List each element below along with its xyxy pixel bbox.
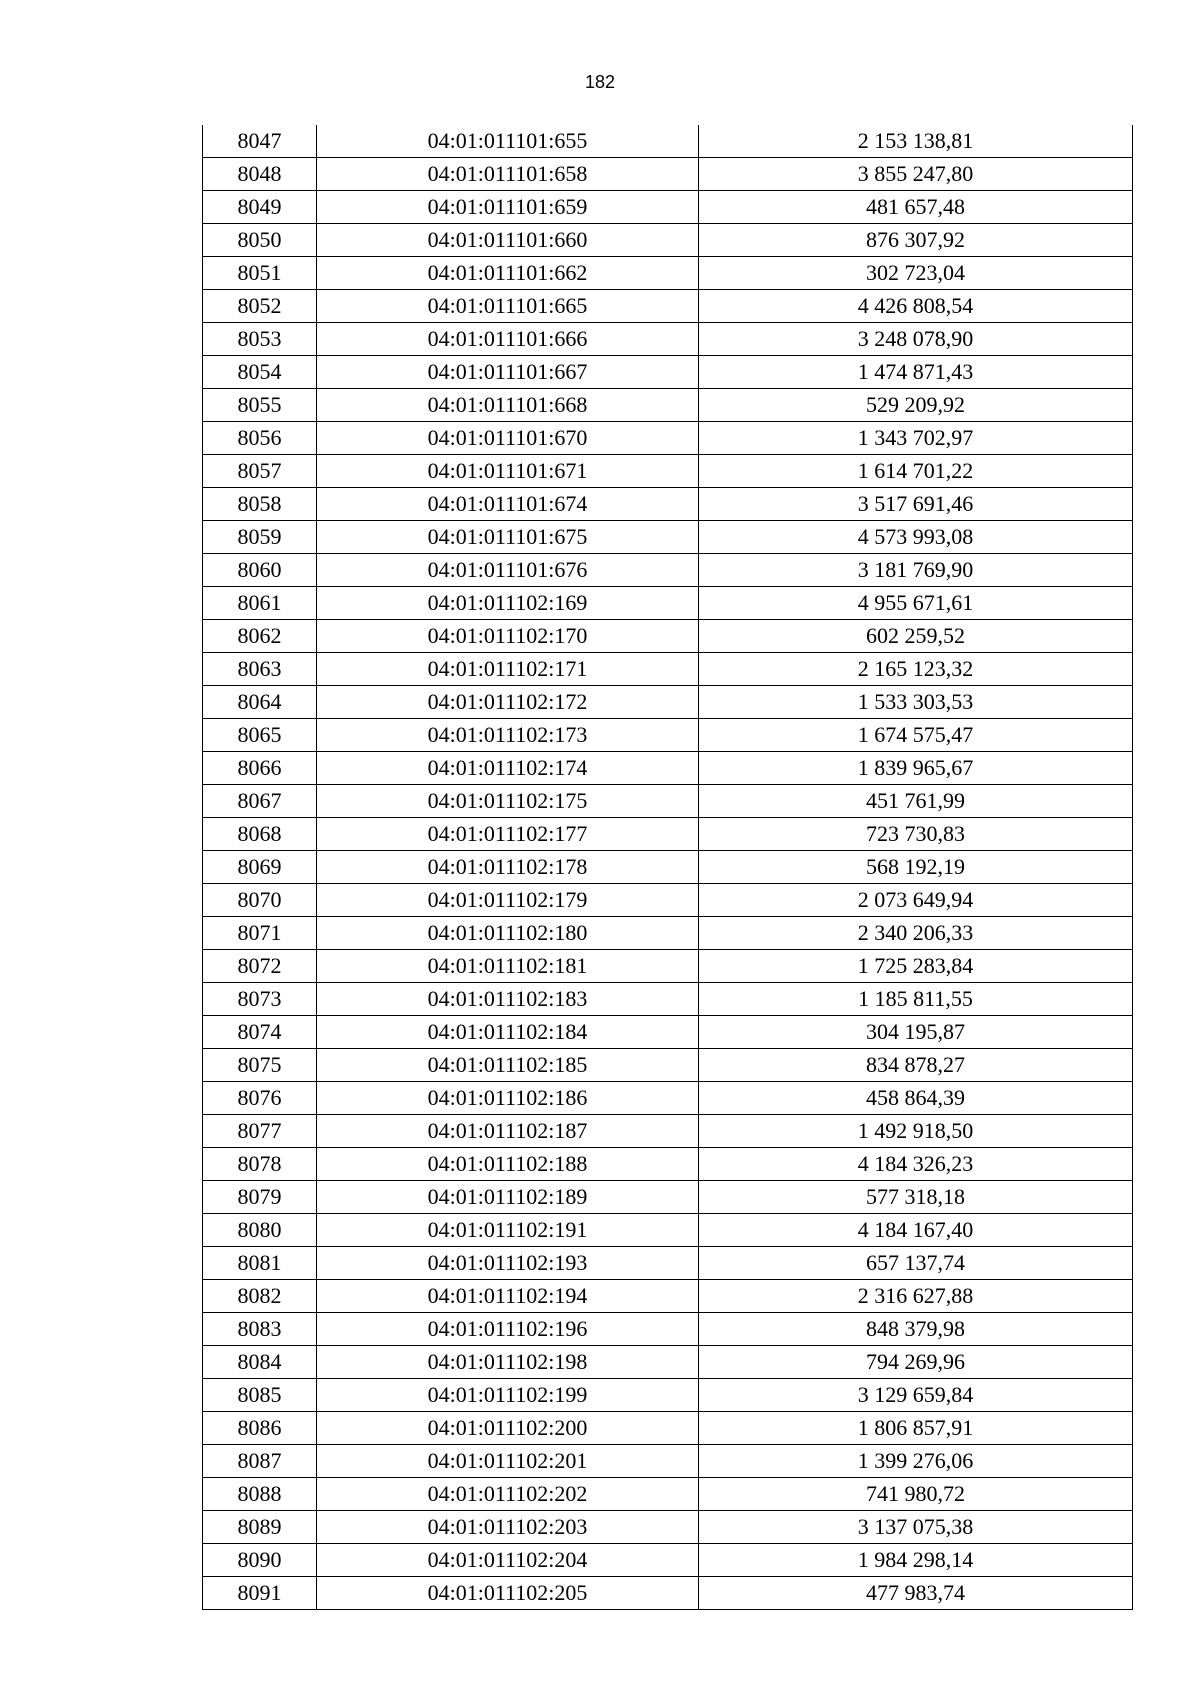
cadastral-value-cell: 657 137,74 bbox=[699, 1247, 1133, 1280]
cadastral-number-cell: 04:01:011101:660 bbox=[317, 224, 699, 257]
cadastral-number-cell: 04:01:011102:189 bbox=[317, 1181, 699, 1214]
row-number-cell: 8058 bbox=[203, 488, 317, 521]
cadastral-number-cell: 04:01:011102:178 bbox=[317, 851, 699, 884]
cadastral-number-cell: 04:01:011102:179 bbox=[317, 884, 699, 917]
cadastral-value-cell: 577 318,18 bbox=[699, 1181, 1133, 1214]
row-number-cell: 8065 bbox=[203, 719, 317, 752]
cadastral-value-cell: 1 492 918,50 bbox=[699, 1115, 1133, 1148]
cadastral-value-cell: 1 984 298,14 bbox=[699, 1544, 1133, 1577]
cadastral-number-cell: 04:01:011102:196 bbox=[317, 1313, 699, 1346]
cadastral-number-cell: 04:01:011102:193 bbox=[317, 1247, 699, 1280]
cadastral-value-cell: 4 955 671,61 bbox=[699, 587, 1133, 620]
row-number-cell: 8076 bbox=[203, 1082, 317, 1115]
cadastral-number-cell: 04:01:011101:662 bbox=[317, 257, 699, 290]
table-row bbox=[203, 1280, 1133, 1313]
cadastral-value-cell: 2 340 206,33 bbox=[699, 917, 1133, 950]
cadastral-number-cell: 04:01:011102:200 bbox=[317, 1412, 699, 1445]
row-number-cell: 8070 bbox=[203, 884, 317, 917]
table-row bbox=[203, 1478, 1133, 1511]
table-row bbox=[203, 1412, 1133, 1445]
table-row bbox=[203, 158, 1133, 191]
cadastral-number-cell: 04:01:011102:186 bbox=[317, 1082, 699, 1115]
table-row bbox=[203, 1445, 1133, 1478]
cadastral-value-cell: 1 185 811,55 bbox=[699, 983, 1133, 1016]
row-number-cell: 8071 bbox=[203, 917, 317, 950]
row-number-cell: 8069 bbox=[203, 851, 317, 884]
table-row bbox=[203, 818, 1133, 851]
row-number-cell: 8083 bbox=[203, 1313, 317, 1346]
row-number-cell: 8047 bbox=[203, 125, 317, 158]
row-number-cell: 8056 bbox=[203, 422, 317, 455]
cadastral-number-cell: 04:01:011102:183 bbox=[317, 983, 699, 1016]
row-number-cell: 8062 bbox=[203, 620, 317, 653]
cadastral-value-cell: 451 761,99 bbox=[699, 785, 1133, 818]
cadastral-number-cell: 04:01:011102:188 bbox=[317, 1148, 699, 1181]
table-row bbox=[203, 323, 1133, 356]
table-row bbox=[203, 224, 1133, 257]
cadastral-number-cell: 04:01:011102:202 bbox=[317, 1478, 699, 1511]
row-number-cell: 8081 bbox=[203, 1247, 317, 1280]
table-row bbox=[203, 620, 1133, 653]
row-number-cell: 8060 bbox=[203, 554, 317, 587]
cadastral-number-cell: 04:01:011101:666 bbox=[317, 323, 699, 356]
cadastral-number-cell: 04:01:011101:671 bbox=[317, 455, 699, 488]
cadastral-value-cell: 1 474 871,43 bbox=[699, 356, 1133, 389]
row-number-cell: 8049 bbox=[203, 191, 317, 224]
row-number-cell: 8091 bbox=[203, 1577, 317, 1610]
cadastral-number-cell: 04:01:011101:674 bbox=[317, 488, 699, 521]
table-row bbox=[203, 1082, 1133, 1115]
cadastral-value-cell: 1 839 965,67 bbox=[699, 752, 1133, 785]
cadastral-number-cell: 04:01:011101:659 bbox=[317, 191, 699, 224]
table-row bbox=[203, 1247, 1133, 1280]
table-row bbox=[203, 752, 1133, 785]
cadastral-value-cell: 876 307,92 bbox=[699, 224, 1133, 257]
cadastral-value-cell: 302 723,04 bbox=[699, 257, 1133, 290]
cadastral-number-cell: 04:01:011102:172 bbox=[317, 686, 699, 719]
cadastral-value-cell: 529 209,92 bbox=[699, 389, 1133, 422]
cadastral-value-cell: 1 533 303,53 bbox=[699, 686, 1133, 719]
cadastral-value-cell: 1 614 701,22 bbox=[699, 455, 1133, 488]
table-row bbox=[203, 950, 1133, 983]
cadastral-number-cell: 04:01:011102:194 bbox=[317, 1280, 699, 1313]
cadastral-value-cell: 477 983,74 bbox=[699, 1577, 1133, 1610]
row-number-cell: 8066 bbox=[203, 752, 317, 785]
cadastral-value-cell: 3 248 078,90 bbox=[699, 323, 1133, 356]
cadastral-number-cell: 04:01:011102:199 bbox=[317, 1379, 699, 1412]
table-row bbox=[203, 455, 1133, 488]
cadastral-number-cell: 04:01:011102:181 bbox=[317, 950, 699, 983]
cadastral-value-cell: 481 657,48 bbox=[699, 191, 1133, 224]
table-row bbox=[203, 1346, 1133, 1379]
cadastral-value-cell: 3 137 075,38 bbox=[699, 1511, 1133, 1544]
table-row bbox=[203, 719, 1133, 752]
table-row bbox=[203, 488, 1133, 521]
cadastral-value-cell: 3 517 691,46 bbox=[699, 488, 1133, 521]
table-row bbox=[203, 191, 1133, 224]
table-row bbox=[203, 1544, 1133, 1577]
row-number-cell: 8054 bbox=[203, 356, 317, 389]
row-number-cell: 8073 bbox=[203, 983, 317, 1016]
table-row bbox=[203, 785, 1133, 818]
cadastral-value-cell: 741 980,72 bbox=[699, 1478, 1133, 1511]
cadastral-value-cell: 794 269,96 bbox=[699, 1346, 1133, 1379]
cadastral-value-table bbox=[202, 125, 1133, 1610]
row-number-cell: 8048 bbox=[203, 158, 317, 191]
cadastral-number-cell: 04:01:011102:177 bbox=[317, 818, 699, 851]
table-row bbox=[203, 1181, 1133, 1214]
cadastral-number-cell: 04:01:011102:201 bbox=[317, 1445, 699, 1478]
cadastral-number-cell: 04:01:011102:173 bbox=[317, 719, 699, 752]
cadastral-value-cell: 568 192,19 bbox=[699, 851, 1133, 884]
table-row bbox=[203, 686, 1133, 719]
table-row bbox=[203, 356, 1133, 389]
page-number: 182 bbox=[584, 72, 616, 92]
cadastral-value-cell: 834 878,27 bbox=[699, 1049, 1133, 1082]
row-number-cell: 8084 bbox=[203, 1346, 317, 1379]
cadastral-value-cell: 1 343 702,97 bbox=[699, 422, 1133, 455]
cadastral-value-cell: 602 259,52 bbox=[699, 620, 1133, 653]
row-number-cell: 8080 bbox=[203, 1214, 317, 1247]
table-row bbox=[203, 290, 1133, 323]
table-row bbox=[203, 884, 1133, 917]
table-row bbox=[203, 1511, 1133, 1544]
cadastral-number-cell: 04:01:011102:171 bbox=[317, 653, 699, 686]
row-number-cell: 8088 bbox=[203, 1478, 317, 1511]
cadastral-number-cell: 04:01:011102:204 bbox=[317, 1544, 699, 1577]
cadastral-value-cell: 848 379,98 bbox=[699, 1313, 1133, 1346]
cadastral-value-cell: 1 725 283,84 bbox=[699, 950, 1133, 983]
cadastral-number-cell: 04:01:011101:670 bbox=[317, 422, 699, 455]
row-number-cell: 8078 bbox=[203, 1148, 317, 1181]
cadastral-number-cell: 04:01:011102:174 bbox=[317, 752, 699, 785]
cadastral-number-cell: 04:01:011102:180 bbox=[317, 917, 699, 950]
row-number-cell: 8057 bbox=[203, 455, 317, 488]
cadastral-value-cell: 304 195,87 bbox=[699, 1016, 1133, 1049]
table-row bbox=[203, 521, 1133, 554]
table-row bbox=[203, 257, 1133, 290]
cadastral-value-cell: 4 184 326,23 bbox=[699, 1148, 1133, 1181]
cadastral-number-cell: 04:01:011102:203 bbox=[317, 1511, 699, 1544]
cadastral-value-cell: 723 730,83 bbox=[699, 818, 1133, 851]
row-number-cell: 8087 bbox=[203, 1445, 317, 1478]
cadastral-number-cell: 04:01:011101:667 bbox=[317, 356, 699, 389]
row-number-cell: 8075 bbox=[203, 1049, 317, 1082]
row-number-cell: 8059 bbox=[203, 521, 317, 554]
table-row bbox=[203, 587, 1133, 620]
table-row bbox=[203, 917, 1133, 950]
cadastral-value-cell: 4 184 167,40 bbox=[699, 1214, 1133, 1247]
table-row bbox=[203, 125, 1133, 158]
row-number-cell: 8053 bbox=[203, 323, 317, 356]
table-row bbox=[203, 1115, 1133, 1148]
cadastral-value-cell: 1 806 857,91 bbox=[699, 1412, 1133, 1445]
table-row bbox=[203, 653, 1133, 686]
cadastral-number-cell: 04:01:011102:170 bbox=[317, 620, 699, 653]
row-number-cell: 8061 bbox=[203, 587, 317, 620]
row-number-cell: 8077 bbox=[203, 1115, 317, 1148]
table-row bbox=[203, 389, 1133, 422]
cadastral-value-cell: 2 316 627,88 bbox=[699, 1280, 1133, 1313]
row-number-cell: 8052 bbox=[203, 290, 317, 323]
cadastral-value-cell: 3 181 769,90 bbox=[699, 554, 1133, 587]
table-body bbox=[203, 125, 1133, 1610]
cadastral-value-cell: 1 399 276,06 bbox=[699, 1445, 1133, 1478]
cadastral-number-cell: 04:01:011101:658 bbox=[317, 158, 699, 191]
cadastral-number-cell: 04:01:011102:191 bbox=[317, 1214, 699, 1247]
table-row bbox=[203, 851, 1133, 884]
cadastral-value-cell: 4 426 808,54 bbox=[699, 290, 1133, 323]
cadastral-number-cell: 04:01:011101:676 bbox=[317, 554, 699, 587]
row-number-cell: 8079 bbox=[203, 1181, 317, 1214]
row-number-cell: 8064 bbox=[203, 686, 317, 719]
row-number-cell: 8085 bbox=[203, 1379, 317, 1412]
table-row bbox=[203, 1379, 1133, 1412]
row-number-cell: 8074 bbox=[203, 1016, 317, 1049]
table-row bbox=[203, 983, 1133, 1016]
cadastral-value-cell: 3 129 659,84 bbox=[699, 1379, 1133, 1412]
row-number-cell: 8090 bbox=[203, 1544, 317, 1577]
row-number-cell: 8050 bbox=[203, 224, 317, 257]
cadastral-number-cell: 04:01:011102:198 bbox=[317, 1346, 699, 1379]
row-number-cell: 8068 bbox=[203, 818, 317, 851]
table-row bbox=[203, 422, 1133, 455]
cadastral-number-cell: 04:01:011102:187 bbox=[317, 1115, 699, 1148]
cadastral-value-cell: 2 073 649,94 bbox=[699, 884, 1133, 917]
table-row bbox=[203, 1016, 1133, 1049]
cadastral-number-cell: 04:01:011102:185 bbox=[317, 1049, 699, 1082]
cadastral-number-cell: 04:01:011101:668 bbox=[317, 389, 699, 422]
table-row bbox=[203, 1148, 1133, 1181]
row-number-cell: 8051 bbox=[203, 257, 317, 290]
cadastral-value-cell: 458 864,39 bbox=[699, 1082, 1133, 1115]
cadastral-number-cell: 04:01:011102:205 bbox=[317, 1577, 699, 1610]
table-row bbox=[203, 1577, 1133, 1610]
table-row bbox=[203, 1313, 1133, 1346]
cadastral-number-cell: 04:01:011102:169 bbox=[317, 587, 699, 620]
row-number-cell: 8072 bbox=[203, 950, 317, 983]
cadastral-value-cell: 3 855 247,80 bbox=[699, 158, 1133, 191]
row-number-cell: 8086 bbox=[203, 1412, 317, 1445]
cadastral-number-cell: 04:01:011101:665 bbox=[317, 290, 699, 323]
cadastral-value-cell: 1 674 575,47 bbox=[699, 719, 1133, 752]
table-row bbox=[203, 554, 1133, 587]
cadastral-number-cell: 04:01:011101:655 bbox=[317, 125, 699, 158]
row-number-cell: 8063 bbox=[203, 653, 317, 686]
row-number-cell: 8089 bbox=[203, 1511, 317, 1544]
cadastral-number-cell: 04:01:011101:675 bbox=[317, 521, 699, 554]
cadastral-number-cell: 04:01:011102:184 bbox=[317, 1016, 699, 1049]
row-number-cell: 8055 bbox=[203, 389, 317, 422]
row-number-cell: 8067 bbox=[203, 785, 317, 818]
cadastral-number-cell: 04:01:011102:175 bbox=[317, 785, 699, 818]
cadastral-value-cell: 2 165 123,32 bbox=[699, 653, 1133, 686]
table-row bbox=[203, 1049, 1133, 1082]
cadastral-value-cell: 4 573 993,08 bbox=[699, 521, 1133, 554]
table-row bbox=[203, 1214, 1133, 1247]
cadastral-value-cell: 2 153 138,81 bbox=[699, 125, 1133, 158]
row-number-cell: 8082 bbox=[203, 1280, 317, 1313]
